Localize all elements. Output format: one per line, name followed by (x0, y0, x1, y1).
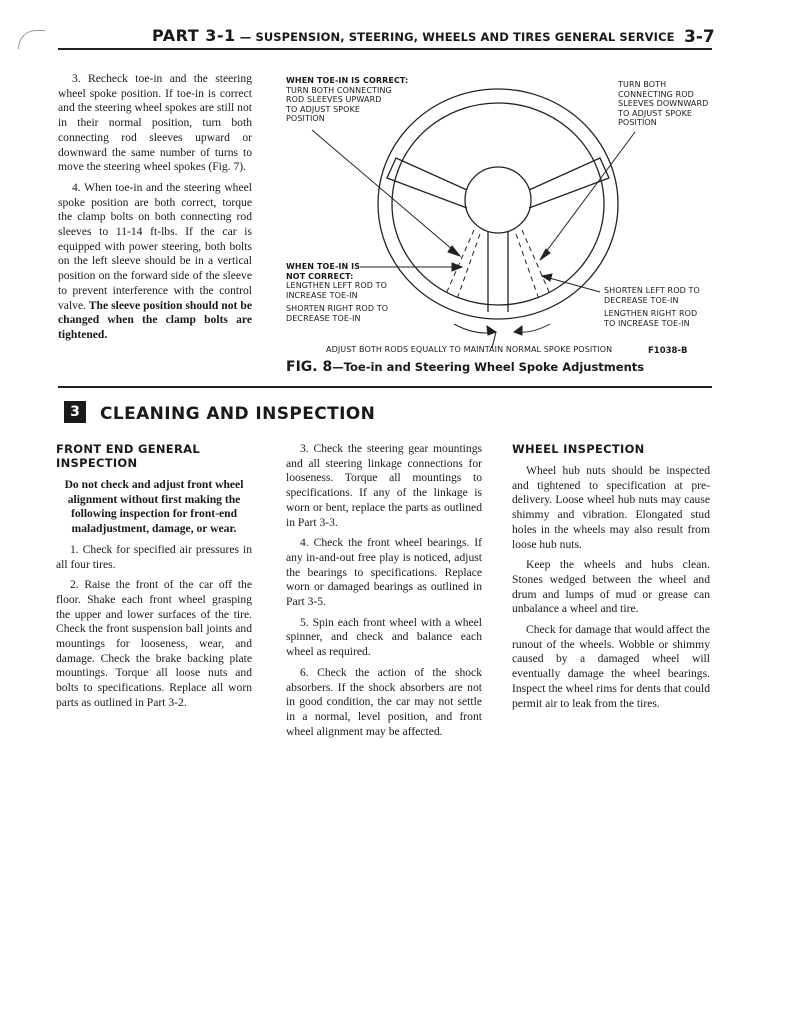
section-title: CLEANING AND INSPECTION (100, 404, 376, 424)
step-6-shock-absorbers: 6. Check the action of the shock absorbers. If the shock absorbers are not in good condition, the car may not settle in a normal, level position, and front wheel alignment may be affected. (286, 665, 482, 738)
sleeve-warning: The sleeve position should not be changed when the clamp bolts are tightened. (58, 298, 252, 341)
column-inspection-steps (286, 442, 482, 745)
steering-wheel-hub (465, 167, 531, 233)
section-rule (58, 386, 712, 388)
figure-caption: FIG. 8—Toe-in and Steering Wheel Spoke Adjustments (286, 359, 645, 375)
wheel-hub-nuts: Wheel hub nuts should be inspected and tightened to specification at pre-delivery. Loose wheel hub nuts may cause shimmy and vibration. Elongated stud holes in the wheels may also result from loose hub nuts. (512, 464, 710, 551)
label-toein-correct: WHEN TOE-IN IS CORRECT: TURN BOTH CONNECTING ROD SLEEVES UPWARD TO ADJUST SPOKE POSITION (286, 76, 409, 124)
header-part: PART 3-1 (152, 26, 236, 45)
step-3-steering-gear: 3. Check the steering gear mountings and all steering linkage connections for looseness. Torque all mountings to specifications. If any of the linkage is worn or bent, replace the parts as outlined in Part 3-3. (286, 442, 482, 529)
section-number-badge: 3 (64, 401, 86, 423)
page-number: 3-7 (684, 27, 715, 47)
step-1-air-pressure: 1. Check for specified air pressures in all four tires. (56, 542, 252, 571)
label-right-adjustments: SHORTEN LEFT ROD TO DECREASE TOE-IN LENGTHEN RIGHT ROD TO INCREASE TOE-IN (604, 286, 700, 328)
paragraph-step-4: 4. When toe-in and the steering wheel spoke position are both correct, torque the clamp bolts on both connecting rod sleeves to 11-14 ft-lbs. If the car is equipped with power steering, both bolts on the left sleeve should be in a vertical position on the forward side of the sleeve to prevent interference with the control valve. The sleeve position should not be changed when the clamp bolts are tightened. (58, 180, 252, 341)
steering-wheel-spoke-bottom (488, 232, 508, 312)
page-corner-mark (18, 30, 45, 49)
header-rule (58, 48, 712, 50)
heading-front-end-inspection: FRONT END GENERAL INSPECTION (56, 442, 200, 470)
paragraph-step-3: 3. Recheck toe-in and the steering wheel spoke position. If toe-in is correct and the steering wheel spokes are still not in their normal position, turn both connecting rod sleeves upward or downward the same number of turns to move the steering wheel spokes (Fig. 7). (58, 72, 252, 174)
steering-wheel-rim-inner (392, 103, 604, 305)
leader-line-upward (312, 130, 460, 256)
running-header (152, 26, 675, 45)
column-front-end-inspection (56, 442, 252, 717)
label-toein-not-correct: WHEN TOE-IN IS NOT CORRECT: LENGTHEN LEFT ROD TO INCREASE TOE-IN SHORTEN RIGHT ROD TO DECREASE TOE-IN (286, 262, 389, 323)
heading-wheel-inspection: WHEEL INSPECTION (512, 442, 645, 456)
step-2-shake-wheel: 2. Raise the front of the car off the floor. Shake each front wheel grasping the upper and lower surfaces of the tire. Check the front suspension ball joints and mountings for looseness, wear, and damage. Check the brake backing plate mountings. Torque all loose nuts and bolts to specifications. Replace all worn parts as outlined in Part 3-2. (56, 578, 252, 709)
top-left-column (58, 72, 252, 349)
column-wheel-inspection (512, 442, 710, 717)
figure-code: F1038-B (648, 346, 688, 356)
steering-wheel-spoke-left (387, 158, 467, 208)
label-turn-downward: TURN BOTH CONNECTING ROD SLEEVES DOWNWARD TO ADJUST SPOKE POSITION (618, 80, 709, 128)
keep-wheels-clean: Keep the wheels and hubs clean. Stones wedged between the wheel and drum and lumps of mud or grease can unbalance a wheel and tire. (512, 558, 710, 616)
label-adjust-equally: ADJUST BOTH RODS EQUALLY TO MAINTAIN NORMAL SPOKE POSITION (326, 345, 613, 354)
leader-line-downward (540, 132, 635, 260)
check-runout-damage: Check for damage that would affect the runout of the wheels. Wobble or shimmy caused by a damaged wheel will eventually damage the wheel bearings. Inspect the wheel rims for dents that could permit air to leak from the tires. (512, 623, 710, 710)
step-4-wheel-bearings: 4. Check the front wheel bearings. If any in-and-out free play is noticed, adjust the bearings to specifications. Replace worn or damaged bearings as outlined in Part 3-5. (286, 536, 482, 609)
step-5-wheel-spinner: 5. Spin each front wheel with a wheel spinner, and check and balance each wheel as required. (286, 615, 482, 659)
alignment-warning: Do not check and adjust front wheel alignment without first making the following inspection for front-end maladjustment, damage, or wear. (64, 478, 244, 536)
header-title: — SUSPENSION, STEERING, WHEELS AND TIRES GENERAL SERVICE (235, 30, 675, 44)
